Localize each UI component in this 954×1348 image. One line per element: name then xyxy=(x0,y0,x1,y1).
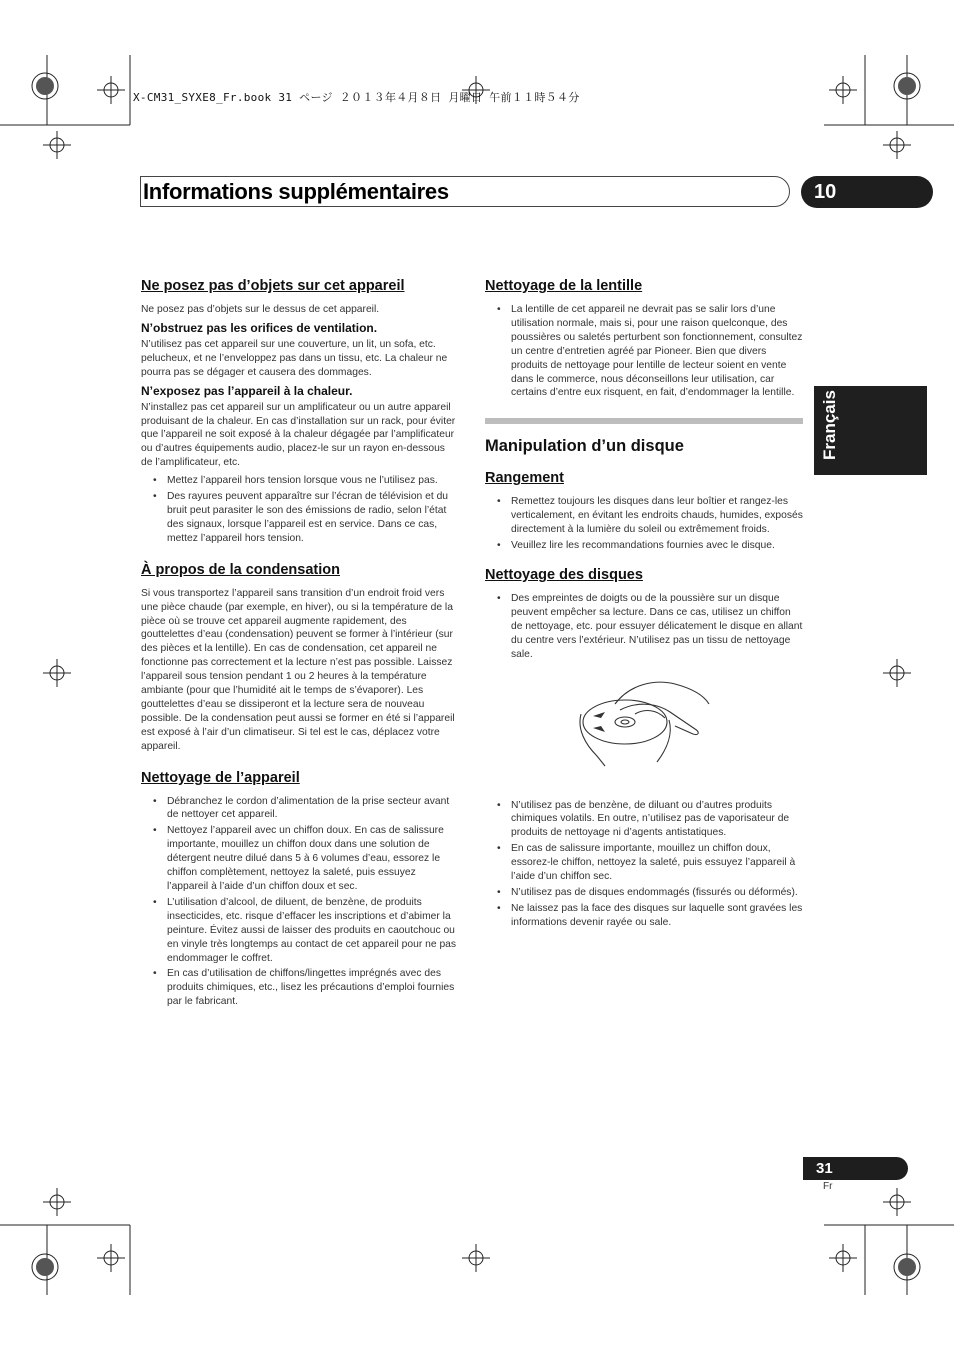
paragraph: Ne posez pas d’objets sur le dessus de cet appareil. xyxy=(141,304,380,315)
subsection-title: N’exposez pas l’appareil à la chaleur. xyxy=(141,383,353,398)
list-item: • La lentille de cet appareil ne devrait pas se salir lors d’une utilisation normale, mais si, pour une raison quelconque, des poussières ou saletés perturbent son fonctionnement, consultez un centre d’entretien agréé par Pioneer. Bien que divers produits de nettoyage pour lentille de lecteur soient en vente dans le commerce, nous déconseillons leur utilisation, car certains d’entre eux risquent, en fait, d’endommager la lentille. xyxy=(485,303,803,400)
bullet-list xyxy=(485,495,803,553)
paragraph: N’installez pas cet appareil sur un amplificateur ou un autre appareil produisant de la chaleur. En cas d’installation sur un rack, pour éviter que l’appareil ne soit exposé à la chaleur dégagée par l’amplificateur ou d’autres équipements audio, placez-le sur un rayon en-dessous de l’amplificateur, etc. xyxy=(141,401,456,469)
bullet-list xyxy=(141,474,459,546)
section-title: Nettoyage de la lentille xyxy=(485,278,643,294)
right-column xyxy=(485,276,803,932)
bullet-list xyxy=(485,592,803,662)
subsection-title: N’obstruez pas les orifices de ventilation. xyxy=(141,320,378,335)
subsection-title: Nettoyage des disques xyxy=(485,566,643,583)
list-item: • Des empreintes de doigts ou de la poussière sur un disque peuvent empêcher sa lecture. Dans ce cas, utilisez un chiffon de nettoyage, etc. pour essuyer délicatement le disque en allant du centre vers l’extérieur. N’utilisez pas un tissu de nettoyage sale. xyxy=(485,592,803,662)
disc-cleaning-illustration xyxy=(575,674,715,769)
list-item: • N’utilisez pas de benzène, de diluant ou d’autres produits chimiques volatils. En outre, n’utilisez pas de vaporisateur de produits de nettoyage ni d’agents antistatiques. xyxy=(485,799,803,841)
page-number: 31 xyxy=(803,1157,908,1180)
section-heading: Manipulation d’un disque xyxy=(485,437,684,456)
section-divider xyxy=(485,418,803,424)
chapter-number: 10 xyxy=(801,176,933,208)
list-item: • Nettoyez l’appareil avec un chiffon doux. En cas de salissure importante, mouillez un chiffon doux dans une solution de détergent neutre dilué dans 5 à 6 volumes d’eau, essorez le chiffon complètement, nettoyez la saleté, puis essuyez l’appareil à l’aide d’un chiffon doux et sec. xyxy=(141,824,459,894)
list-item: • Des rayures peuvent apparaître sur l’écran de télévision et du bruit peut parasiter le son des émissions de radio, selon l’état des signaux, lorsque l’appareil est en service. Dans ce cas, mettez l’appareil hors tension. xyxy=(141,490,459,546)
list-item: • Mettez l’appareil hors tension lorsque vous ne l’utilisez pas. xyxy=(141,474,459,488)
bullet-list xyxy=(141,795,459,1010)
list-item: • Débranchez le cordon d’alimentation de la prise secteur avant de nettoyer cet appareil. xyxy=(141,795,459,823)
section-title: À propos de la condensation xyxy=(141,561,340,578)
bullet-list xyxy=(485,303,803,400)
list-item: • En cas de salissure importante, mouillez un chiffon doux, essorez-le chiffon, nettoyez la saleté, puis essuyez l’appareil à l’aide d’un chiffon sec. xyxy=(485,842,803,884)
subsection-title: Rangement xyxy=(485,470,564,487)
section-title: Ne posez pas d’objets sur cet appareil xyxy=(141,278,405,294)
page-lang-code: Fr xyxy=(823,1181,833,1192)
print-meta-line: X-CM31_SYXE8_Fr.book 31 ページ ２０１３年４月８日 月曜日 午前１１時５４分 xyxy=(133,91,580,104)
page-title: Informations supplémentaires xyxy=(143,179,449,204)
list-item: • Veuillez lire les recommandations fournies avec le disque. xyxy=(485,539,803,553)
list-item: • Remettez toujours les disques dans leur boîtier et rangez-les verticalement, en évitant les endroits chauds, humides, exposés directement à la lumière du soleil ou extrêmement froids. xyxy=(485,495,803,537)
list-item: • N’utilisez pas de disques endommagés (fissurés ou déformés). xyxy=(485,886,803,900)
list-item: • L’utilisation d’alcool, de diluent, de benzène, de produits insecticides, etc. risque d’effacer les inscriptions et d’abimer la peinture. Évitez aussi de laisser des produits en caoutchouc ou en vinyle très longtemps au contact de cet appareil pour ne pas endommager le coffret. xyxy=(141,896,459,966)
list-item: • En cas d’utilisation de chiffons/lingettes imprégnés avec des produits chimiques, etc., lisez les précautions d’emploi fournies par le fabricant. xyxy=(141,967,459,1009)
language-tab-label: Français xyxy=(820,390,839,460)
paragraph: N’utilisez pas cet appareil sur une couverture, un lit, un sofa, etc. pelucheux, et ne l’enveloppez pas dans un tissu, etc. La chaleur ne pourra pas se dégager et causera des dommages. xyxy=(141,338,448,378)
list-item: • Ne laissez pas la face des disques sur laquelle sont gravées les informations devenir rayée ou sale. xyxy=(485,902,803,930)
paragraph: Si vous transportez l’appareil sans transition d’un endroit froid vers une pièce chaude (par exemple, en hiver), ou si la température de la pièce où se trouve cet appareil augmente rapidement, des gouttelettes d’eau (condensation) peuvent se former à l’intérieur (sur des pièces et la lentille). En cas de condensation, cet appareil ne fonctionne pas correctement et la lecture n’est pas possible. Laissez l’appareil sous tension pendant 1 ou 2 heures à la température ambiante (pour que l’humidité ait le temps de s’évaporer). Les gouttelettes d’eau se dissiperont et la lecture sera de nouveau possible. De la condensation peut aussi se former en été si l’appareil est exposé à l’air d’un climatiseur. Si tel est le cas, déplacez votre appareil. xyxy=(141,587,455,752)
section-title: Nettoyage de l’appareil xyxy=(141,769,300,786)
bullet-list xyxy=(485,799,803,930)
left-column xyxy=(141,276,459,1011)
